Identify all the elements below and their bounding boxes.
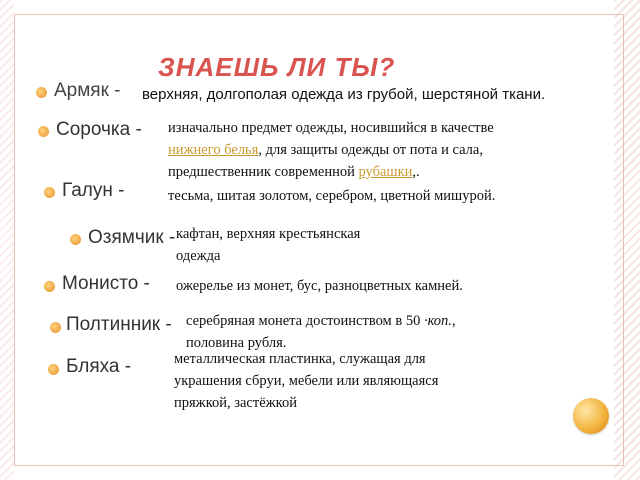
link-nizhnee-belye[interactable]: нижнего белья	[168, 142, 259, 158]
term-monisto: Монисто -	[62, 273, 150, 294]
definition-poltinnik-unit: ·коп.	[423, 313, 452, 329]
definition-sorochka-line3	[168, 161, 588, 183]
page-title: ЗНАЕШЬ ЛИ ТЫ?	[158, 52, 396, 82]
definition-monisto: ожерелье из монет, бус, разноцветных камней.	[176, 278, 463, 294]
definition-armyak: верхняя, долгополая одежда из грубой, шерстяной ткани.	[142, 86, 546, 103]
definition-galun: тесьма, шитая золотом, серебром, цветной мишурой.	[168, 188, 496, 204]
definition-blyakha	[174, 348, 438, 414]
definition-sorochka-text: , для защиты одежды от пота и сала,	[258, 142, 483, 158]
term-ozyamchik: Озямчик -	[88, 227, 176, 248]
bullet-icon	[48, 364, 59, 375]
term-poltinnik: Полтинник -	[66, 314, 172, 335]
definition-ozyamchik	[176, 223, 360, 267]
bullet-icon	[44, 281, 55, 292]
link-rubashka[interactable]: рубашки	[358, 164, 413, 180]
bullet-icon	[70, 234, 81, 245]
definition-ozyamchik-line2: одежда	[176, 248, 221, 264]
decorative-stripes-left	[0, 0, 14, 480]
decorative-orb-icon	[573, 398, 609, 434]
definition-poltinnik-line1	[186, 310, 456, 332]
definition-blyakha-line3: пряжкой, застёжкой	[174, 395, 297, 411]
definition-sorochka-line2	[168, 139, 588, 161]
definition-blyakha-line1: металлическая пластинка, служащая для	[174, 351, 426, 367]
definition-sorochka-text: предшественник современной	[168, 164, 355, 180]
definition-sorochka-text: ,.	[412, 164, 420, 180]
definition-blyakha-line2: украшения сбруи, мебели или являющаяся	[174, 373, 439, 389]
term-blyakha: Бляха -	[66, 356, 132, 377]
definition-poltinnik-text: ,	[451, 313, 456, 329]
term-armyak: Армяк -	[54, 80, 121, 101]
definition-poltinnik-line2: половина рубля.	[186, 335, 287, 351]
term-galun: Галун -	[62, 180, 125, 201]
definition-poltinnik-text: серебряная монета достоинством в 50	[186, 313, 421, 329]
definition-sorochka	[168, 117, 588, 183]
bullet-icon	[36, 87, 47, 98]
bullet-icon	[38, 126, 49, 137]
definition-sorochka-line1: изначально предмет одежды, носившийся в качестве	[168, 120, 494, 136]
bullet-icon	[50, 322, 61, 333]
term-sorochka: Сорочка -	[56, 119, 142, 140]
definition-ozyamchik-line1: кафтан, верхняя крестьянская	[176, 226, 361, 242]
bullet-icon	[44, 187, 55, 198]
